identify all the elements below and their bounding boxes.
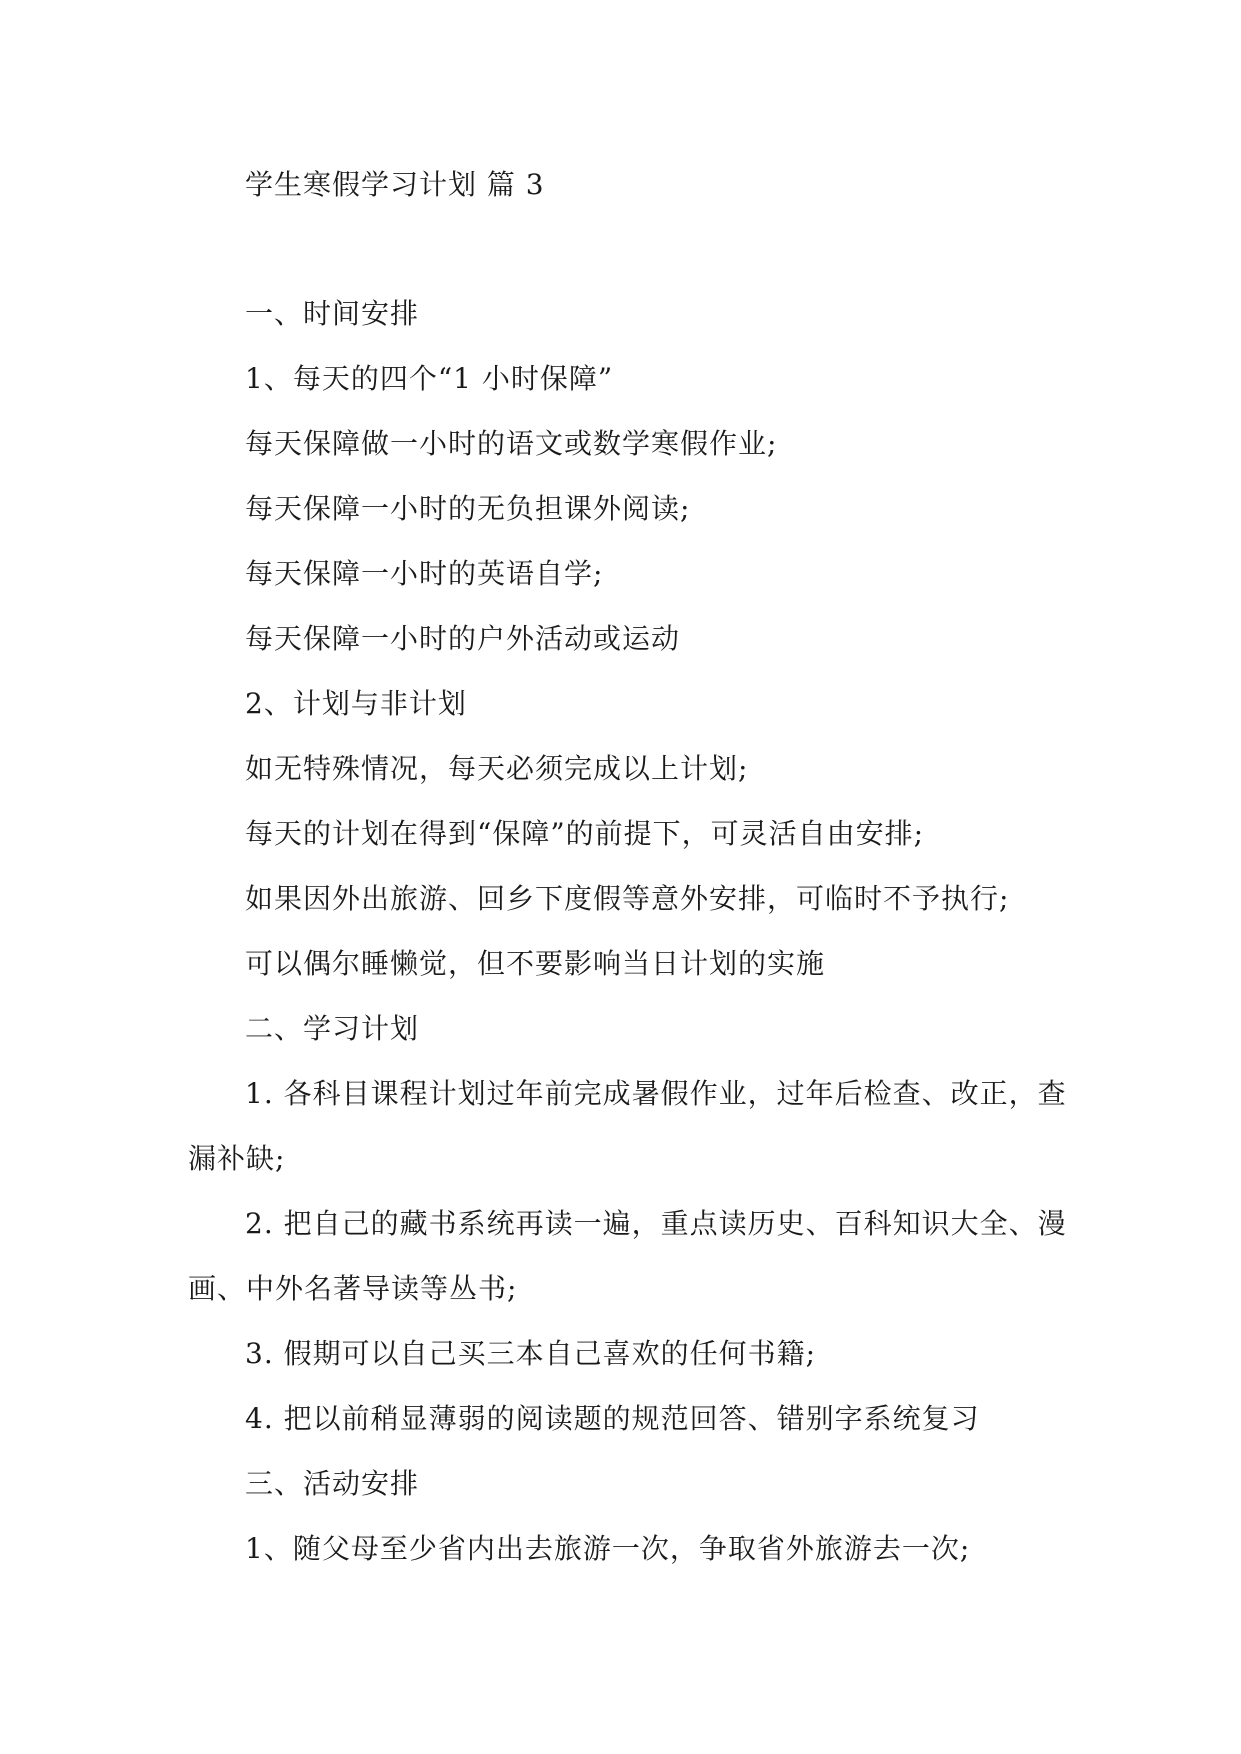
paragraph-line: 如无特殊情况，每天必须完成以上计划; xyxy=(245,752,749,785)
subheading-plan: 2、计划与非计划 xyxy=(245,687,467,720)
paragraph-line: 3. 假期可以自己买三本自己喜欢的任何书籍; xyxy=(245,1337,817,1370)
paragraph-line: 每天的计划在得到“保障”的前提下，可灵活自由安排; xyxy=(245,817,925,850)
document-title: 学生寒假学习计划 篇 3 xyxy=(245,168,545,201)
paragraph-line: 每天保障一小时的户外活动或运动 xyxy=(245,622,681,655)
section-heading-time: 一、时间安排 xyxy=(245,297,420,330)
section-heading-study: 二、学习计划 xyxy=(245,1012,420,1045)
paragraph-line: 每天保障做一小时的语文或数学寒假作业; xyxy=(245,427,778,460)
paragraph-line: 每天保障一小时的英语自学; xyxy=(245,557,604,590)
paragraph-line-continued: 漏补缺; xyxy=(188,1142,286,1175)
paragraph-line: 2. 把自己的藏书系统再读一遍，重点读历史、百科知识大全、漫 xyxy=(245,1207,1067,1240)
paragraph-line: 1. 各科目课程计划过年前完成暑假作业，过年后检查、改正，查 xyxy=(245,1077,1067,1110)
paragraph-line: 4. 把以前稍显薄弱的阅读题的规范回答、错别字系统复习 xyxy=(245,1402,980,1435)
paragraph-line: 1、随父母至少省内出去旅游一次，争取省外旅游去一次; xyxy=(245,1532,971,1565)
subheading-four-hours: 1、每天的四个“1 小时保障” xyxy=(245,362,614,395)
paragraph-line-continued: 画、中外名著导读等丛书; xyxy=(188,1272,518,1305)
paragraph-line: 如果因外出旅游、回乡下度假等意外安排，可临时不予执行; xyxy=(245,882,1010,915)
paragraph-line: 可以偶尔睡懒觉，但不要影响当日计划的实施 xyxy=(245,947,826,980)
paragraph-line: 每天保障一小时的无负担课外阅读; xyxy=(245,492,691,525)
section-heading-activity: 三、活动安排 xyxy=(245,1467,420,1500)
